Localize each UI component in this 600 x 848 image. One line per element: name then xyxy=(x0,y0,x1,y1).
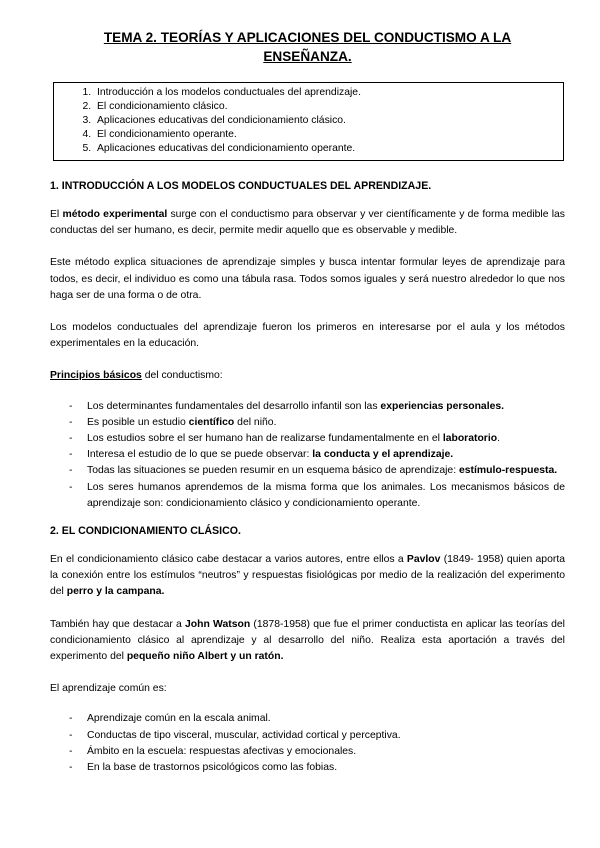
toc-item: 1. Introducción a los modelos conductuales del aprendizaje. xyxy=(94,86,563,100)
list-item: - Los estudios sobre el ser humano han de realizarse fundamentalmente en el laboratorio. xyxy=(50,431,565,447)
document-title xyxy=(50,28,565,66)
section-1-heading: 1. INTRODUCCIÓN A LOS MODELOS CONDUCTUALES DEL APRENDIZAJE. xyxy=(50,180,432,192)
paragraph: Los modelos conductuales del aprendizaje fueron los primeros en interesarse por el aula y los métodos experimentales en la educación. xyxy=(50,322,565,350)
title-line-1: TEMA 2. TEORÍAS Y APLICACIONES DEL CONDUCTISMO A LA xyxy=(103,30,512,45)
table-of-contents xyxy=(53,82,564,161)
list-item: - Todas las situaciones se pueden resumir en un esquema básico de aprendizaje: estímulo-respuesta. xyxy=(50,463,565,479)
document-page xyxy=(50,28,565,776)
common-learning-list xyxy=(50,711,565,776)
list-item: - Es posible un estudio científico del niño. xyxy=(50,415,565,431)
section-2-heading: 2. EL CONDICIONAMIENTO CLÁSICO. xyxy=(50,525,241,538)
list-item: - Interesa el estudio de lo que se puede observar: la conducta y el aprendizaje. xyxy=(50,447,565,463)
paragraph: El método experimental surge con el conductismo para observar y ver científicamente y de forma medible las conductas del ser humano, es decir, permite medir aquello que es observable y medible. xyxy=(50,209,565,237)
list-item: - Conductas de tipo visceral, muscular, actividad cortical y perceptiva. xyxy=(50,728,565,744)
list-item: - Los seres humanos aprendemos de la misma forma que los animales. Los mecanismos básicos de aprendizaje son: condicionamiento clásico y condicionamiento operante. xyxy=(50,480,565,512)
paragraph: También hay que destacar a John Watson (1878-1958) que fue el primer conductista en aplicar las teorías del condicionamiento clásico al aprendizaje y al desarrollo del niño. Realiza esta aportación a través del experimento del pequeño niño Albert y un ratón. xyxy=(50,618,565,663)
list-item: - Aprendizaje común en la escala animal. xyxy=(50,711,565,727)
list-item: - En la base de trastornos psicológicos como las fobias. xyxy=(50,760,565,776)
paragraph: En el condicionamiento clásico cabe destacar a varios autores, entre ellos a Pavlov (1849- 1958) quien aporta la conexión entre los estímulos “neutros” y respuestas fisiológicas por medio de la realización del experimento del perro y la campana. xyxy=(50,554,565,598)
toc-item: 3. Aplicaciones educativas del condicionamiento clásico. xyxy=(94,114,563,128)
list-item: - Ámbito en la escuela: respuestas afectivas y emocionales. xyxy=(50,744,565,760)
toc-item: 2. El condicionamiento clásico. xyxy=(94,100,563,114)
toc-item: 4. El condicionamiento operante. xyxy=(94,128,563,142)
toc-item: 5. Aplicaciones educativas del condicionamiento operante. xyxy=(94,142,563,156)
principles-intro: Principios básicos del conductismo: xyxy=(50,370,223,382)
title-line-2: ENSEÑANZA. xyxy=(263,49,352,64)
principles-list xyxy=(50,399,565,512)
paragraph: El aprendizaje común es: xyxy=(50,683,167,695)
list-item: - Los determinantes fundamentales del desarrollo infantil son las experiencias personales. xyxy=(50,399,565,415)
paragraph: Este método explica situaciones de aprendizaje simples y busca intentar formular leyes de aprendizaje para todos, es decir, el individuo es como una tábula rasa. Todos somos iguales y será nuestro alrededor lo que nos haga ser de una forma o de otra. xyxy=(50,257,565,301)
